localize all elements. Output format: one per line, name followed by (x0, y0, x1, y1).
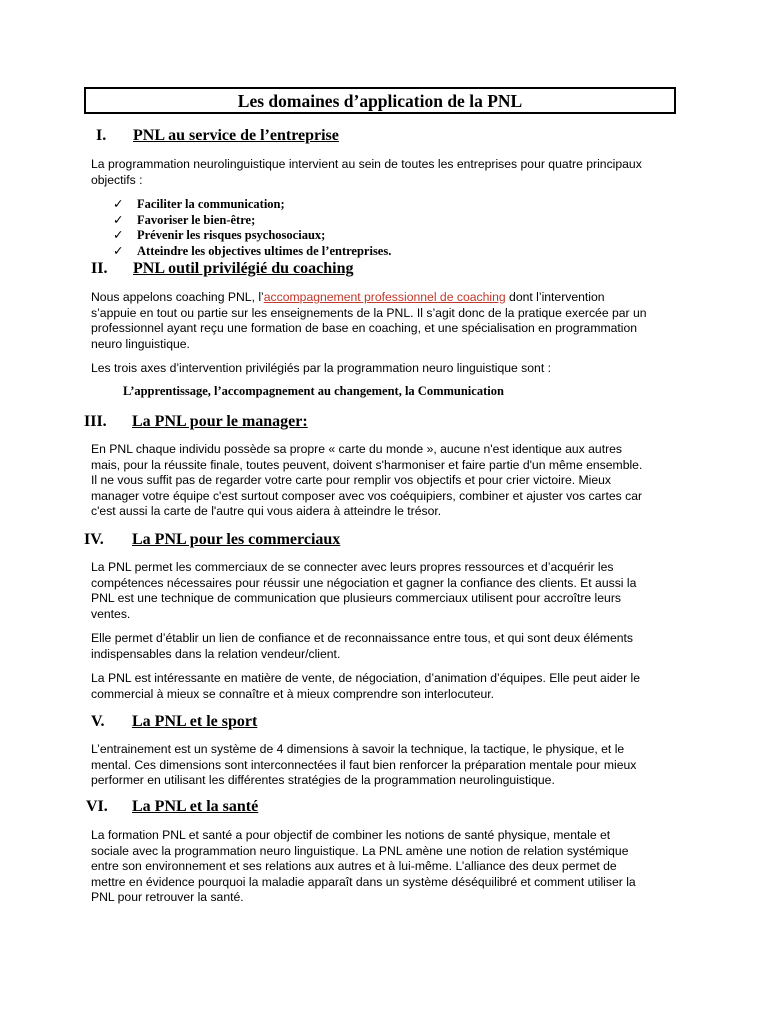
text-line: commercial à mieux se connaître et à mieux comprendre son interlocuteur. (91, 686, 495, 701)
section-title: La PNL pour le manager: (132, 413, 308, 430)
list-item-text: Prévenir les risques psychosociaux; (137, 228, 326, 242)
text-line: L’entrainement est un système de 4 dimensions à savoir la technique, la tactique, le physique, et le (91, 742, 625, 756)
list-item (113, 213, 391, 229)
section-title: PNL au service de l’entreprise (133, 127, 339, 144)
checkmark-icon: ✓ (113, 197, 124, 211)
checkmark-icon: ✓ (113, 228, 124, 242)
paragraph-s4-p1 (91, 560, 681, 622)
section-title: La PNL et la santé (132, 798, 259, 815)
checkmark-icon: ✓ (113, 212, 124, 227)
text-line: PNL pour retrouver la santé. (91, 890, 244, 904)
text-line: Les trois axes d’intervention privilégiés par la programmation neuro linguistique sont : (91, 361, 551, 375)
section-title: PNL outil privilégié du coaching (133, 260, 354, 277)
list-item (113, 244, 391, 260)
paragraph-s5 (91, 742, 681, 789)
text-line: compétences nécessaires pour réussir une négociation et gagner la confiance des clients. Et aussi la (91, 575, 637, 590)
text-line: performer en utilisant les différentes stratégies de la programmation neurolinguistique. (91, 773, 555, 787)
text-line: objectifs : (91, 172, 143, 187)
list-item-text: Atteindre les objectives ultimes de l’entreprises. (137, 243, 392, 258)
list-item (113, 197, 391, 213)
paragraph-s2-p1 (91, 290, 681, 352)
text-line: La formation PNL et santé a pour objectif de combiner les notions de santé physique, mentale et (91, 828, 611, 842)
text-line: professionnel ayant reçu une formation de base en coaching, et une spécialisation en programmation (91, 321, 638, 335)
text-line: manager votre équipe c'est surtout composer avec vos coéquipiers, combiner et ajuster vos cartes car (91, 488, 643, 503)
text-line: entre son environnement et ses relations aux autres et à lui-même. L’alliance des deux permet de (91, 859, 617, 873)
text-run: dont l’intervention (505, 290, 605, 304)
text-line: mettre en évidence pourquoi la maladie apparaît dans un système déséquilibré et comment utiliser la (91, 874, 636, 889)
section-number: VI. (86, 798, 108, 815)
text-line (91, 290, 681, 306)
text-line: Il ne vous suffit pas de regarder votre carte pour remplir vos objectifs et pour crier victoire. Mieux (91, 473, 611, 487)
coaching-link[interactable]: accompagnement professionnel de coaching (263, 290, 506, 304)
text-line: indispensables dans la relation vendeur/client. (91, 646, 341, 661)
section-number: II. (91, 260, 108, 277)
paragraph-s6 (91, 828, 681, 906)
paragraph-s4-p2 (91, 631, 681, 662)
section-title: La PNL pour les commerciaux (132, 531, 341, 548)
text-line: neuro linguistique. (91, 336, 190, 351)
section-number: I. (96, 127, 107, 144)
document-title: Les domaines d’application de la PNL (84, 87, 676, 114)
text-line: mental. Ces dimensions sont interconnectées il faut bien renforcer la préparation mentale pour mieux (91, 757, 637, 772)
text-line: mais, pour la réussite finale, toutes peuvent, doivent s'harmoniser et faire partie d'un même ensemble. (91, 457, 643, 472)
section-number: III. (84, 413, 107, 430)
text-line: s’appuie en tout ou partie sur les enseignements de la PNL. Il s’agit donc de la pratique exercée par un (91, 305, 647, 320)
section-title: La PNL et le sport (132, 713, 258, 730)
objectives-list (113, 197, 391, 259)
section-number: IV. (84, 531, 104, 548)
paragraph-s3 (91, 442, 681, 520)
text-line: La PNL est intéressante en matière de vente, de négociation, d’animation d’équipes. Elle peut aider le (91, 671, 641, 685)
text-line: sociale avec la programmation neuro linguistique. La PNL amène une notion de relation systémique (91, 843, 629, 858)
paragraph-s1-intro (91, 157, 681, 188)
text-line: En PNL chaque individu possède sa propre « carte du monde », aucune n'est identique aux autres (91, 442, 623, 456)
section-number: V. (91, 713, 105, 730)
text-line: La PNL permet les commerciaux de se connecter avec leurs propres ressources et d’acquérir les (91, 560, 614, 574)
text-line: Elle permet d’établir un lien de confiance et de reconnaissance entre tous, et qui sont deux éléments (91, 631, 633, 645)
text-run: Nous appelons coaching PNL, l’ (91, 290, 264, 304)
text-line: ventes. (91, 606, 131, 621)
text-line: PNL est une technique de communication que plusieurs commerciaux utilisent pour accroître leurs (91, 591, 621, 605)
list-item-text: Favoriser le bien-être; (137, 212, 256, 227)
text-line: La programmation neurolinguistique intervient au sein de toutes les entreprises pour quatre principaux (91, 157, 642, 171)
checkmark-icon: ✓ (113, 243, 124, 258)
paragraph-s2-p2 (91, 361, 681, 377)
text-line: c'est aussi la carte de l'autre qui vous aidera à atteindre le trésor. (91, 504, 442, 518)
list-item (113, 228, 391, 244)
list-item-text: Faciliter la communication; (137, 197, 285, 211)
intervention-axes: L’apprentissage, l’accompagnement au changement, la Communication (123, 384, 504, 398)
paragraph-s4-p3 (91, 671, 681, 702)
